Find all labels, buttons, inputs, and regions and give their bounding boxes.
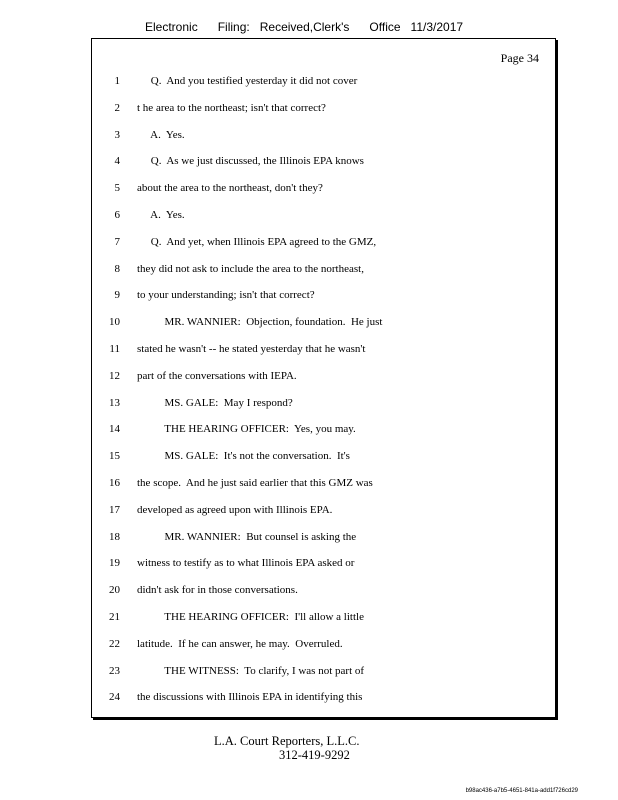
line-number: 20 xyxy=(109,584,120,597)
header-office: Office xyxy=(369,20,401,34)
line-text: THE HEARING OFFICER: Yes, you may. xyxy=(137,423,356,436)
reporter-company: L.A. Court Reporters, L.L.C. xyxy=(214,734,360,748)
line-text: MS. GALE: May I respond? xyxy=(137,396,293,409)
line-text: stated he wasn't -- he stated yesterday that he wasn't xyxy=(137,343,366,355)
line-number: 18 xyxy=(109,530,120,543)
header-electronic: Electronic xyxy=(145,20,198,34)
line-number: 17 xyxy=(109,503,120,516)
line-number: 22 xyxy=(109,637,120,650)
document-id: b98ac436-a7b5-4651-841a-add1f726cd29 xyxy=(465,788,578,794)
line-number: 24 xyxy=(109,691,120,704)
line-text: to your understanding; isn't that correct? xyxy=(137,289,315,302)
line-text: didn't ask for in those conversations. xyxy=(137,584,298,597)
line-text: the scope. And he just said earlier that this GMZ was xyxy=(137,477,373,489)
line-number: 23 xyxy=(109,664,120,677)
line-text: MR. WANNIER: Objection, foundation. He just xyxy=(137,316,383,329)
line-number: 12 xyxy=(109,369,120,382)
line-number: 3 xyxy=(114,128,120,141)
line-text: t he area to the northeast; isn't that correct? xyxy=(137,101,326,114)
line-number: 14 xyxy=(109,423,120,436)
transcript-page xyxy=(91,38,556,718)
line-text: the discussions with Illinois EPA in identifying this xyxy=(137,691,363,704)
line-number: 15 xyxy=(109,450,120,463)
line-text: MR. WANNIER: But counsel is asking the xyxy=(137,530,357,543)
line-text: they did not ask to include the area to the northeast, xyxy=(137,262,364,275)
line-number: 16 xyxy=(109,477,120,489)
line-text: THE WITNESS: To clarify, I was not part of xyxy=(137,664,365,677)
page-number: Page 34 xyxy=(500,51,539,65)
header-filing: Filing: xyxy=(217,20,250,34)
line-number: 4 xyxy=(114,155,120,168)
line-number: 19 xyxy=(109,557,120,570)
line-text: Q. As we just discussed, the Illinois EPA knows xyxy=(137,155,364,168)
line-number: 6 xyxy=(114,209,120,221)
line-number: 10 xyxy=(109,316,120,329)
line-text: developed as agreed upon with Illinois EPA. xyxy=(137,503,333,516)
line-number: 2 xyxy=(114,101,120,114)
line-number: 1 xyxy=(114,75,120,87)
line-text: THE HEARING OFFICER: I'll allow a little xyxy=(137,611,364,623)
line-number: 11 xyxy=(109,343,120,355)
line-number: 7 xyxy=(114,235,120,248)
line-number: 8 xyxy=(114,262,120,275)
line-text: about the area to the northeast, don't they? xyxy=(137,182,323,195)
line-number: 21 xyxy=(109,611,120,623)
reporter-phone: 312-419-9292 xyxy=(279,748,350,762)
header-received: Received,Clerk's xyxy=(259,20,350,34)
line-number: 13 xyxy=(109,396,120,409)
filing-header xyxy=(145,20,463,34)
line-text: Q. And yet, when Illinois EPA agreed to the GMZ, xyxy=(137,235,377,248)
line-text: part of the conversations with IEPA. xyxy=(137,369,297,382)
line-text: A. Yes. xyxy=(137,128,185,141)
line-number: 5 xyxy=(114,182,120,195)
line-text: MS. GALE: It's not the conversation. It's xyxy=(137,450,350,463)
line-number: 9 xyxy=(114,289,120,302)
line-text: witness to testify as to what Illinois EPA asked or xyxy=(137,557,355,570)
line-text: latitude. If he can answer, he may. Overruled. xyxy=(137,637,343,650)
header-date: 11/3/2017 xyxy=(410,20,464,34)
line-text: A. Yes. xyxy=(137,209,185,221)
line-text: Q. And you testified yesterday it did not cover xyxy=(137,75,358,87)
